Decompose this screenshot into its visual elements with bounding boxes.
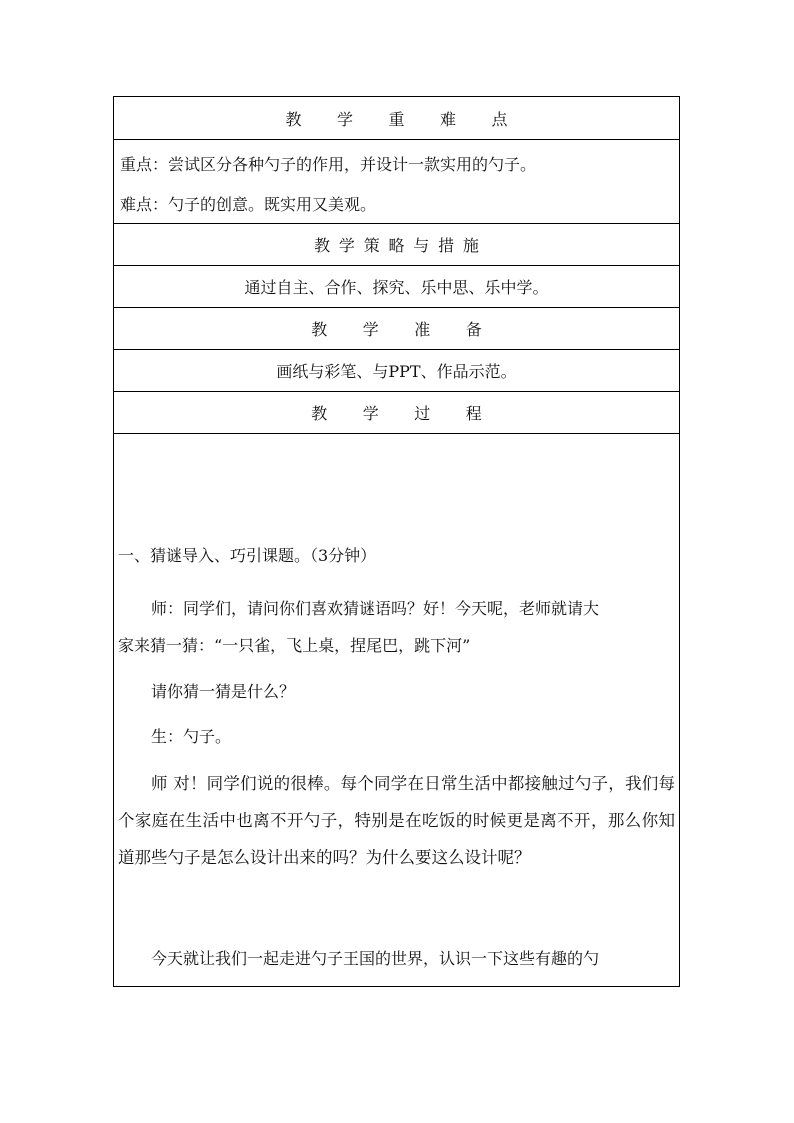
prep-content-row [114,350,679,392]
student-answer: 生：勺子。 [151,727,232,746]
intro-continuation: 今天就让我们一起走进勺子王国的世界，认识一下这些有趣的勺 [151,949,600,968]
strategy-header-row [114,224,679,266]
difficult-point-text: 难点：勺子的创意。既实用又美观。 [120,195,377,214]
process-body [114,434,679,986]
process-header: 教 学 过 程 [311,404,497,423]
prep-header-row [114,308,679,350]
strategy-content: 通过自主、合作、探究、乐中思、乐中学。 [244,278,549,297]
process-header-row [114,392,679,434]
key-points-row [114,140,679,224]
key-point-text: 重点：尝试区分各种勺子的作用，并设计一款实用的勺子。 [120,155,537,174]
strategy-content-row [114,266,679,308]
strategy-header: 教学策略与措施 [314,236,488,255]
riddle-intro-line1: 师：同学们，请问你们喜欢猜谜语吗？好！今天呢，老师就请大 [151,599,600,618]
difficulty-header-row [114,97,679,140]
prep-header: 教 学 准 备 [311,320,497,339]
riddle-intro-line2: 家来猜一猜：“一只雀，飞上桌，捏尾巴，跳下河” [118,636,471,655]
difficulty-header: 教 学 重 难 点 [285,109,523,129]
process-heading: 一、猜谜导入、巧引课题。（3分钟） [118,546,377,565]
teacher-explanation: 师 对！同学们说的很棒。每个同学在日常生活中都接触过勺子，我们每个家庭在生活中也离不开勺子，特别是在吃饭的时候更是离不开，那么你知道那些勺子是怎么设计出来的吗？为什么要这么设计呢？ [118,774,675,867]
prep-content: 画纸与彩笔、与PPT、作品示范。 [276,362,517,381]
lesson-plan-table [113,96,680,987]
guess-prompt: 请你猜一猜是什么？ [151,682,296,701]
